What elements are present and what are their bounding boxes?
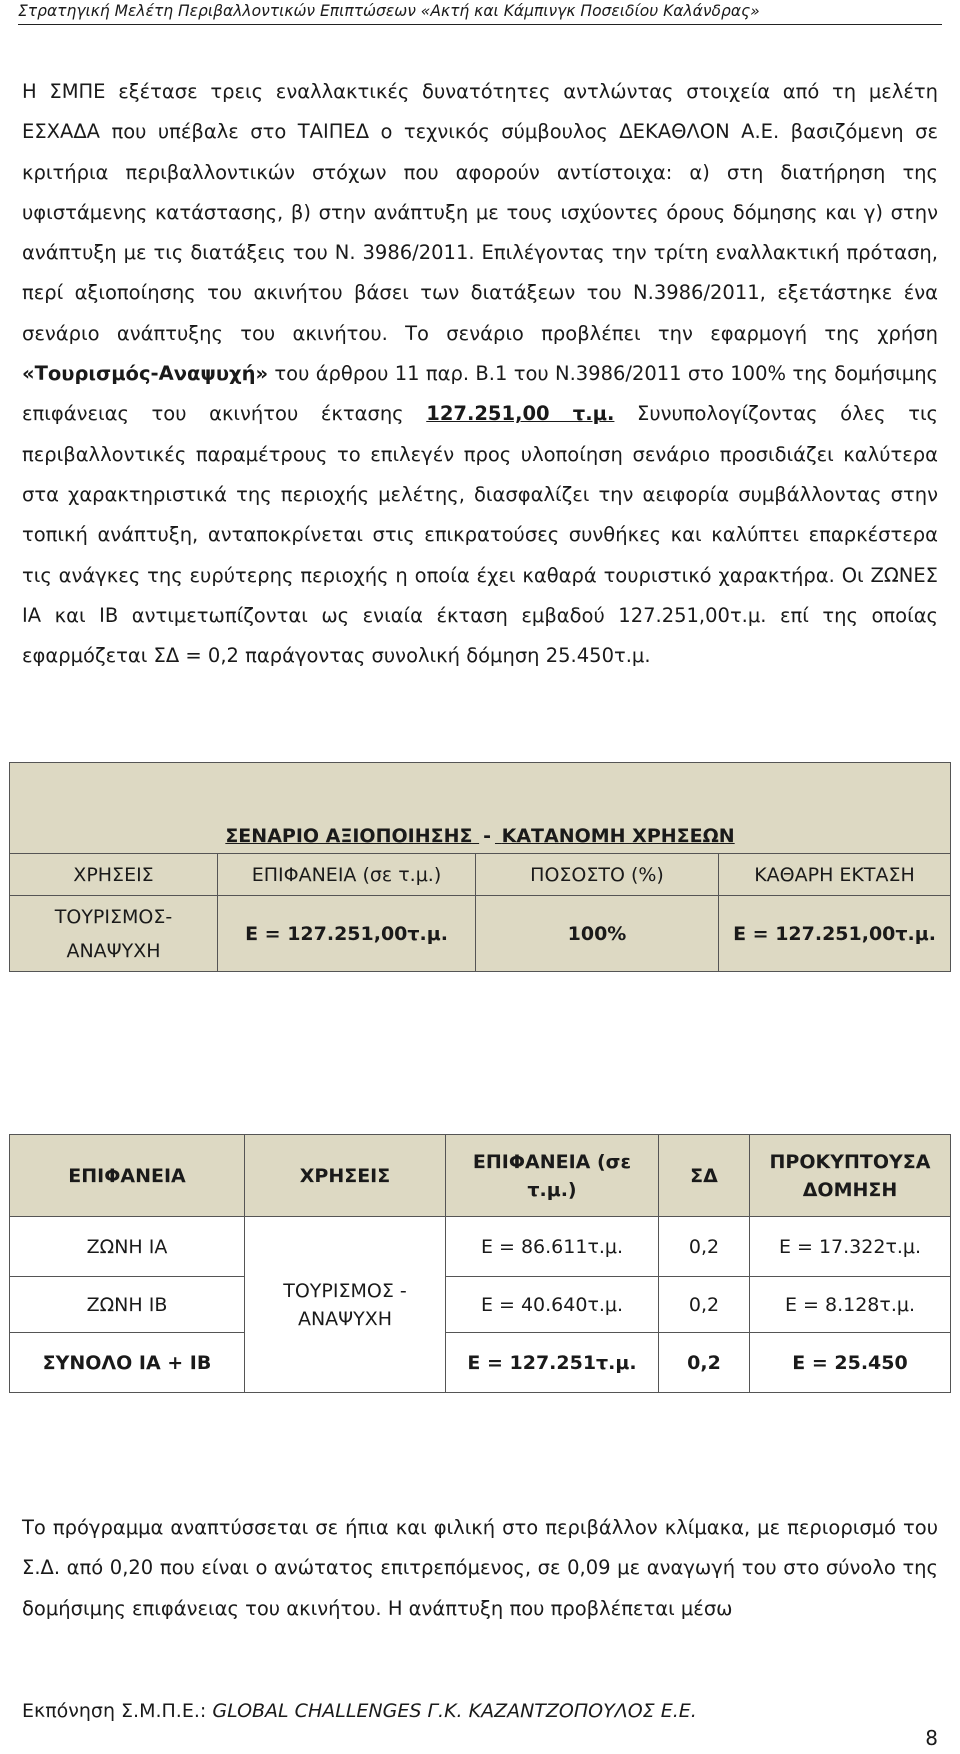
table-cell: 100% <box>476 896 719 972</box>
zones-table <box>9 1134 951 1393</box>
table-header-cell: ΕΠΙΦΑΝΕΙΑ (σε τ.μ.) <box>218 854 476 896</box>
table-header-cell: ΕΠΙΦΑΝΕΙΑ <box>10 1135 245 1217</box>
table-cell: ΖΩΝΗ ΙΑ <box>10 1217 245 1277</box>
table-header-cell: ΠΡΟΚΥΠΤΟΥΣΑ ΔΟΜΗΣΗ <box>750 1135 951 1217</box>
scenario-table-title <box>10 763 951 854</box>
table-title-separator: - <box>483 825 491 847</box>
footer-label: Εκπόνηση Σ.Μ.Π.Ε.: <box>22 1700 207 1722</box>
paragraph-text: Συνυπολογίζοντας όλες τις περιβαλλοντικές παραμέτρους το επιλεγέν προς υλοποίηση σενάριο προσιδιάζει καλύτερα στα χαρακτηριστικά της περιοχής μελέτης, διασφαλίζει την αειφορία συμβάλλοντας στην τοπική ανάπτυξη, ανταποκρίνεται στις επικρατούσες συνθήκες και καλύπτει επαρκέστερα τις ανάγκες της ευρύτερης περιοχής η οποία έχει καθαρά τουριστικό χαρακτήρα. Οι ΖΩΝΕΣ ΙΑ και ΙΒ αντιμετωπίζονται ως ενιαία έκταση εμβαδού 127.251,00τ.μ. επί της οποίας εφαρμόζεται ΣΔ = 0,2 παράγοντας συνολική δόμηση 25.450τ.μ. <box>22 402 939 668</box>
table-total-cell: ΣΥΝΟΛΟ ΙΑ + ΙΒ <box>10 1333 245 1393</box>
underlined-area: 127.251,00 τ.μ. <box>426 402 615 426</box>
table-header-cell: ΠΟΣΟΣΤΟ (%) <box>476 854 719 896</box>
page-header: Στρατηγική Μελέτη Περιβαλλοντικών Επιπτώσεων «Ακτή και Κάμπινγκ Ποσειδίου Καλάνδρας» <box>18 0 942 25</box>
paragraph-text: Η ΣΜΠΕ εξέτασε τρεις εναλλακτικές δυνατότητες αντλώντας στοιχεία από τη μελέτη ΕΣΧΑΔΑ που υπέβαλε στο ΤΑΙΠΕΔ ο τεχνικός σύμβουλος ΔΕΚΑΘΛΟΝ Α.Ε. βασιζόμενη σε κριτήρια περιβαλλοντικών στόχων που αφορούν αντίστοιχα: α) στη διατήρηση της υφιστάμενης κατάστασης, β) στην ανάπτυξη με τους ισχύοντες όρους δόμησης και γ) στην ανάπτυξη με τις διατάξεις του Ν. 3986/2011. Επιλέγοντας την τρίτη εναλλακτική πρόταση, περί αξιοποίησης του ακινήτου βάσει των διατάξεων του Ν.3986/2011, εξετάστηκε ένα σενάριο ανάπτυξης του ακινήτου. Το σενάριο προβλέπει την εφαρμογή της χρήση <box>22 80 938 345</box>
paragraph-text: του άρθρου 11 παρ. Β.1 του Ν.3986/2011 στο 100% της δομήσιμης επιφάνειας του ακινήτου έκτασης <box>22 362 938 426</box>
table-cell-uses: ΤΟΥΡΙΣΜΟΣ - ΑΝΑΨΥΧΗ <box>245 1217 446 1393</box>
page-number: 8 <box>925 1726 938 1750</box>
table-title-part: ΣΕΝΑΡΙΟ ΑΞΙΟΠΟΙΗΣΗΣ <box>225 825 473 847</box>
table-cell: Ε = 40.640τ.μ. <box>446 1277 659 1333</box>
table-header-cell: ΚΑΘΑΡΗ ΕΚΤΑΣΗ <box>719 854 951 896</box>
table-cell: 0,2 <box>659 1217 750 1277</box>
table-cell: Ε = 86.611τ.μ. <box>446 1217 659 1277</box>
table-total-cell: Ε = 25.450 <box>750 1333 951 1393</box>
paragraph-alternatives <box>22 72 938 676</box>
page-footer <box>22 1700 697 1722</box>
table-header-cell: ΕΠΙΦΑΝΕΙΑ (σε τ.μ.) <box>446 1135 659 1217</box>
paragraph-program: Το πρόγραμμα αναπτύσσεται σε ήπια και φιλική στο περιβάλλον κλίμακα, με περιορισμό του Σ.Δ. από 0,20 που είναι ο ανώτατος επιτρεπόμενος, σε 0,09 με αναγωγή του στο σύνολο της δομήσιμης επιφάνειας του ακινήτου. Η ανάπτυξη που προβλέπεται μέσω <box>22 1516 938 1620</box>
table-title-part: ΚΑΤΑΝΟΜΗ ΧΡΗΣΕΩΝ <box>501 825 735 847</box>
scenario-table <box>9 762 951 972</box>
table-cell: 0,2 <box>659 1277 750 1333</box>
table-cell: Ε = 17.322τ.μ. <box>750 1217 951 1277</box>
table-total-cell: 0,2 <box>659 1333 750 1393</box>
table-header-cell: ΣΔ <box>659 1135 750 1217</box>
table-cell: Ε = 127.251,00τ.μ. <box>719 896 951 972</box>
table-total-cell: Ε = 127.251τ.μ. <box>446 1333 659 1393</box>
footer-company: GLOBAL CHALLENGES Γ.Κ. ΚΑΖΑΝΤΖΟΠΟΥΛΟΣ Ε.Ε. <box>212 1700 697 1722</box>
table-cell: ΤΟΥΡΙΣΜΟΣ-ΑΝΑΨΥΧΗ <box>10 896 218 972</box>
table-header-cell: ΧΡΗΣΕΙΣ <box>245 1135 446 1217</box>
table-header-cell: ΧΡΗΣΕΙΣ <box>10 854 218 896</box>
bold-term: «Τουρισμός-Αναψυχή» <box>22 362 269 386</box>
table-cell: Ε = 8.128τ.μ. <box>750 1277 951 1333</box>
table-cell: Ε = 127.251,00τ.μ. <box>218 896 476 972</box>
table-cell: ΖΩΝΗ ΙΒ <box>10 1277 245 1333</box>
